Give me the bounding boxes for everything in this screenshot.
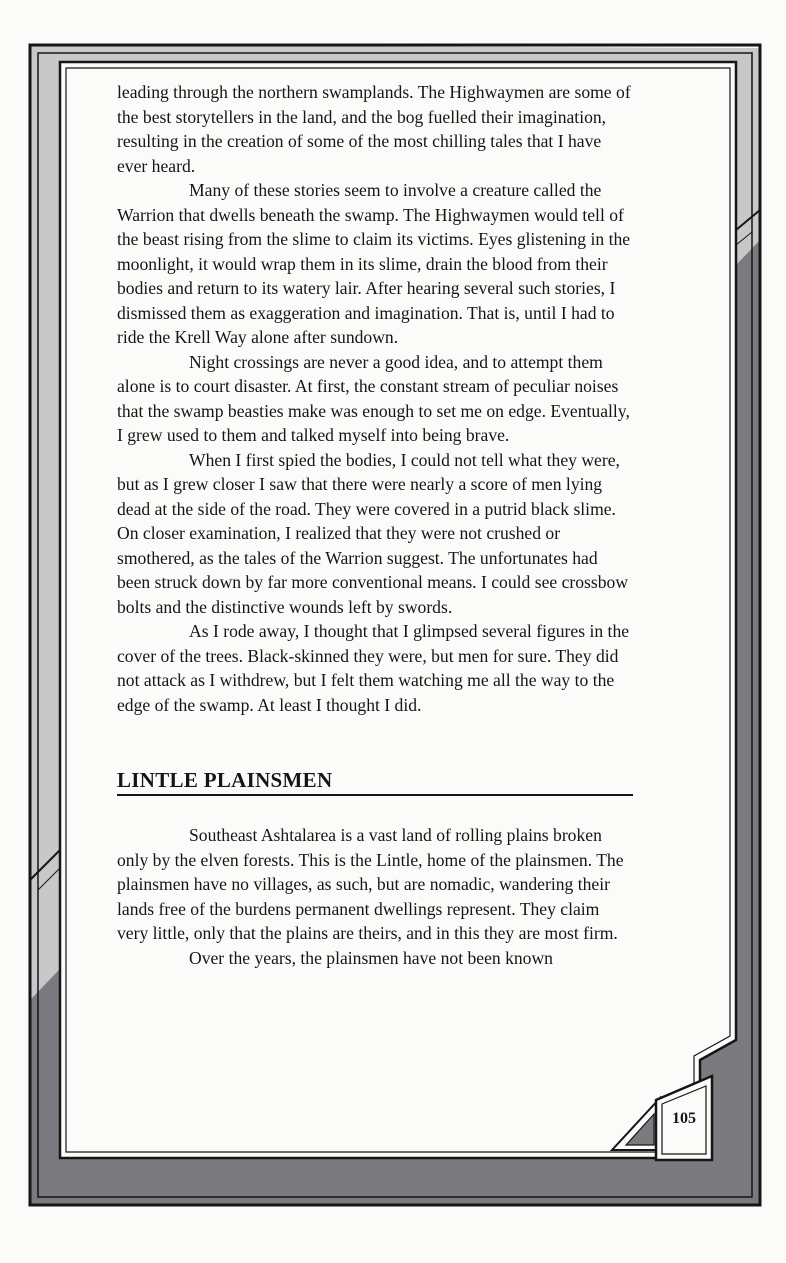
body-text (117, 80, 633, 970)
paragraph-5: As I rode away, I thought that I glimpsed several figures in the cover of the trees. Black-skinned they were, but men for sure. They did not attack as I withdrew, but I felt them watching me all the way to the edge of the swamp. At least I thought I did. (117, 621, 630, 715)
paragraph-1: leading through the northern swamplands. The Highwaymen are some of the best storytellers in the land, and the bog fuelled their imagination, resulting in the creation of some of the most chilling tales that I have ever heard. (117, 82, 631, 176)
section-paragraph-1: Southeast Ashtalarea is a vast land of rolling plains broken only by the elven forests. This is the Lintle, home of the plainsmen. The plainsmen have no villages, as such, but are nomadic, wandering their lands free of the burdens permanent dwellings represent. They claim very little, only that the plains are theirs, and in this they are most firm. (117, 825, 624, 943)
paragraph-4: When I first spied the bodies, I could not tell what they were, but as I grew closer I saw that there were nearly a score of men lying dead at the side of the road. They were covered in a putrid black slime. On closer examination, I realized that they were not crushed or smothered, as the tales of the Warrion suggest. The unfortunates had been struck down by far more conventional means. I could see crossbow bolts and the distinctive wounds left by swords. (117, 449, 629, 617)
section-heading: LINTLE PLAINSMEN (117, 768, 633, 796)
paragraph-3: Night crossings are never a good idea, and to attempt them alone is to court disaster. At first, the constant stream of peculiar noises that the swamp beasties make was enough to set me on edge. Eventually, I grew used to them and talked myself into being brave. (117, 351, 630, 445)
page-number: 105 (672, 1110, 696, 1127)
paragraph-2: Many of these stories seem to involve a creature called the Warrion that dwells beneath the swamp. The Highwaymen would tell of the beast rising from the slime to claim its victims. Eyes glistening in the moonlight, it would wrap them in its slime, drain the blood from their bodies and return to its watery lair. After hearing several such stories, I dismissed them as exaggeration and imagination. That is, until I had to ride the Krell Way alone after sundown. (117, 180, 631, 347)
section-body (117, 823, 633, 970)
section-paragraph-2: Over the years, the plainsmen have not been known (189, 947, 553, 968)
